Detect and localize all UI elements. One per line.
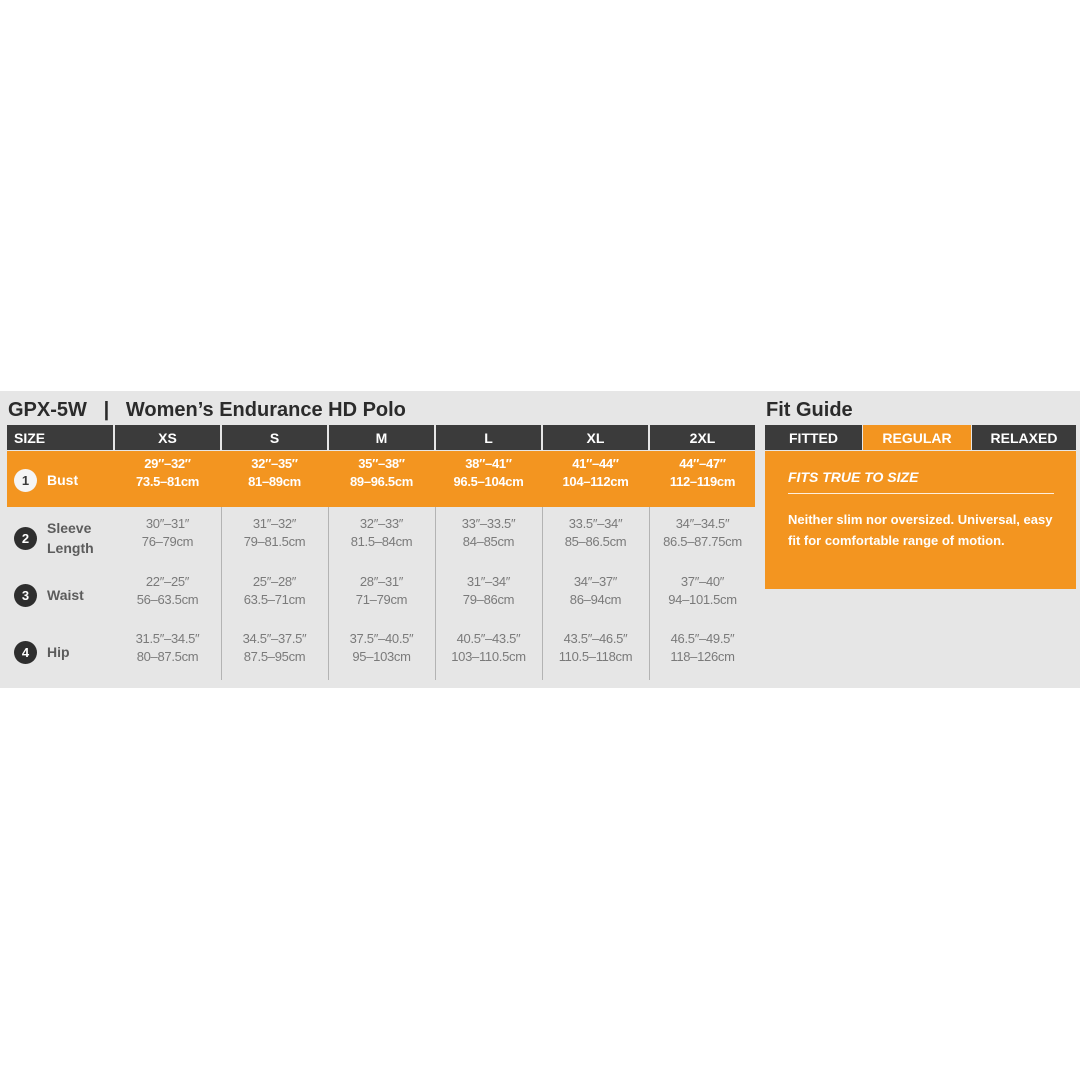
row-number-badge: 2: [14, 527, 37, 550]
measurement-cell: [649, 455, 756, 491]
row-name: [47, 585, 84, 605]
measurement-cell: [649, 630, 756, 666]
fit-guide-card: [765, 451, 1076, 589]
measurement-cell: [114, 515, 221, 551]
row-name-line: Sleeve: [47, 520, 92, 536]
measurement-inches: 32″–33″: [359, 516, 404, 531]
measurement-inches: 30″–31″: [145, 516, 190, 531]
row-label-hip: [14, 632, 70, 672]
measurement-cell: [328, 630, 435, 666]
measurement-cell: [649, 515, 756, 551]
measurement-cell: [542, 455, 649, 491]
measurement-cell: [328, 515, 435, 551]
measurement-inches: 34″–37″: [573, 574, 618, 589]
measurement-inches: 41″–44″: [572, 456, 619, 471]
product-code: GPX-5W: [8, 399, 87, 421]
measurement-inches: 32″–35″: [251, 456, 298, 471]
size-header-label: SIZE: [7, 425, 113, 450]
measurement-inches: 28″–31″: [359, 574, 404, 589]
measurement-cell: [114, 455, 221, 491]
row-label-waist: [14, 575, 84, 615]
product-title: [8, 398, 406, 422]
measurement-inches: 35″–38″: [358, 456, 405, 471]
measurement-cm: 73.5–81cm: [135, 474, 200, 489]
row-name: [47, 642, 70, 662]
row-name-line: Length: [47, 540, 94, 556]
measurement-inches: 22″–25″: [145, 574, 190, 589]
measurement-cell: [542, 515, 649, 551]
measurement-cell: [435, 573, 542, 609]
measurement-cell: [114, 630, 221, 666]
column-divider: [542, 507, 543, 680]
size-header-xl: XL: [543, 425, 648, 450]
measurement-inches: 37″–40″: [680, 574, 725, 589]
size-header-2xl: 2XL: [650, 425, 755, 450]
row-name-line: Hip: [47, 644, 70, 660]
measurement-cm: 71–79cm: [355, 592, 408, 607]
measurement-cm: 89–96.5cm: [349, 474, 414, 489]
measurement-cm: 118–126cm: [670, 649, 735, 664]
measurement-cm: 104–112cm: [562, 474, 629, 489]
measurement-cm: 110.5–118cm: [558, 649, 633, 664]
measurement-cell: [435, 455, 542, 491]
measurement-cm: 86–94cm: [569, 592, 622, 607]
row-number-badge: 1: [14, 469, 37, 492]
measurement-cm: 103–110.5cm: [451, 649, 526, 664]
row-number-badge: 4: [14, 641, 37, 664]
column-divider: [435, 507, 436, 680]
row-label-bust: [14, 460, 78, 500]
measurement-cell: [542, 573, 649, 609]
measurement-cm: 81.5–84cm: [350, 534, 413, 549]
measurement-cm: 96.5–104cm: [453, 474, 524, 489]
measurement-inches: 33″–33.5″: [461, 516, 516, 531]
fit-headline: FITS TRUE TO SIZE: [788, 469, 919, 485]
product-name: Women’s Endurance HD Polo: [125, 399, 406, 421]
measurement-cell: [328, 455, 435, 491]
measurement-inches: 31″–34″: [466, 574, 511, 589]
measurement-inches: 40.5″–43.5″: [456, 631, 521, 646]
measurement-inches: 37.5″–40.5″: [349, 631, 414, 646]
measurement-cell: [542, 630, 649, 666]
measurement-inches: 31.5″–34.5″: [135, 631, 200, 646]
measurement-inches: 25″–28″: [252, 574, 297, 589]
fit-divider: [788, 493, 1054, 494]
row-number-badge: 3: [14, 584, 37, 607]
fit-tab-fitted: FITTED: [765, 425, 862, 450]
fit-tab-relaxed: RELAXED: [972, 425, 1076, 450]
measurement-cm: 81–89cm: [248, 474, 301, 489]
fit-tab-regular: REGULAR: [863, 425, 971, 450]
measurement-cm: 79–81.5cm: [243, 534, 306, 549]
measurement-cell: [221, 515, 328, 551]
measurement-cell: [328, 573, 435, 609]
size-header-l: L: [436, 425, 541, 450]
row-name: [47, 518, 94, 558]
measurement-cell: [114, 573, 221, 609]
measurement-cell: [649, 573, 756, 609]
measurement-inches: 44″–47″: [679, 456, 726, 471]
measurement-inches: 33.5″–34″: [568, 516, 623, 531]
measurement-cm: 112–119cm: [669, 474, 736, 489]
measurement-cm: 56–63.5cm: [136, 592, 199, 607]
row-label-sleeve: [14, 518, 94, 558]
measurement-inches: 34″–34.5″: [675, 516, 730, 531]
measurement-cm: 80–87.5cm: [136, 649, 199, 664]
measurement-inches: 34.5″–37.5″: [242, 631, 307, 646]
measurement-cm: 87.5–95cm: [243, 649, 306, 664]
measurement-cm: 84–85cm: [462, 534, 515, 549]
row-name-line: Bust: [47, 472, 79, 488]
size-header-s: S: [222, 425, 327, 450]
measurement-inches: 43.5″–46.5″: [563, 631, 628, 646]
measurement-cm: 63.5–71cm: [243, 592, 306, 607]
title-separator: |: [103, 399, 110, 421]
measurement-cm: 86.5–87.75cm: [663, 534, 742, 549]
measurement-cm: 95–103cm: [352, 649, 411, 664]
measurement-cm: 79–86cm: [462, 592, 515, 607]
measurement-inches: 31″–32″: [252, 516, 297, 531]
column-divider: [221, 507, 222, 680]
row-name-line: Waist: [47, 587, 84, 603]
measurement-cm: 94–101.5cm: [668, 592, 737, 607]
fit-guide-title: Fit Guide: [766, 399, 853, 421]
measurement-cell: [435, 630, 542, 666]
measurement-cell: [221, 630, 328, 666]
measurement-cell: [221, 573, 328, 609]
column-divider: [328, 507, 329, 680]
row-name: [47, 470, 78, 490]
size-header-xs: XS: [115, 425, 220, 450]
measurement-cell: [435, 515, 542, 551]
measurement-inches: 38″–41″: [465, 456, 512, 471]
column-divider: [649, 507, 650, 680]
fit-description: Neither slim nor oversized. Universal, easy fit for comfortable range of motion.: [788, 512, 1053, 548]
measurement-cm: 76–79cm: [141, 534, 194, 549]
measurement-cm: 85–86.5cm: [564, 534, 627, 549]
size-header-m: M: [329, 425, 434, 450]
measurement-inches: 29″–32″: [144, 456, 191, 471]
measurement-inches: 46.5″–49.5″: [670, 631, 735, 646]
measurement-cell: [221, 455, 328, 491]
